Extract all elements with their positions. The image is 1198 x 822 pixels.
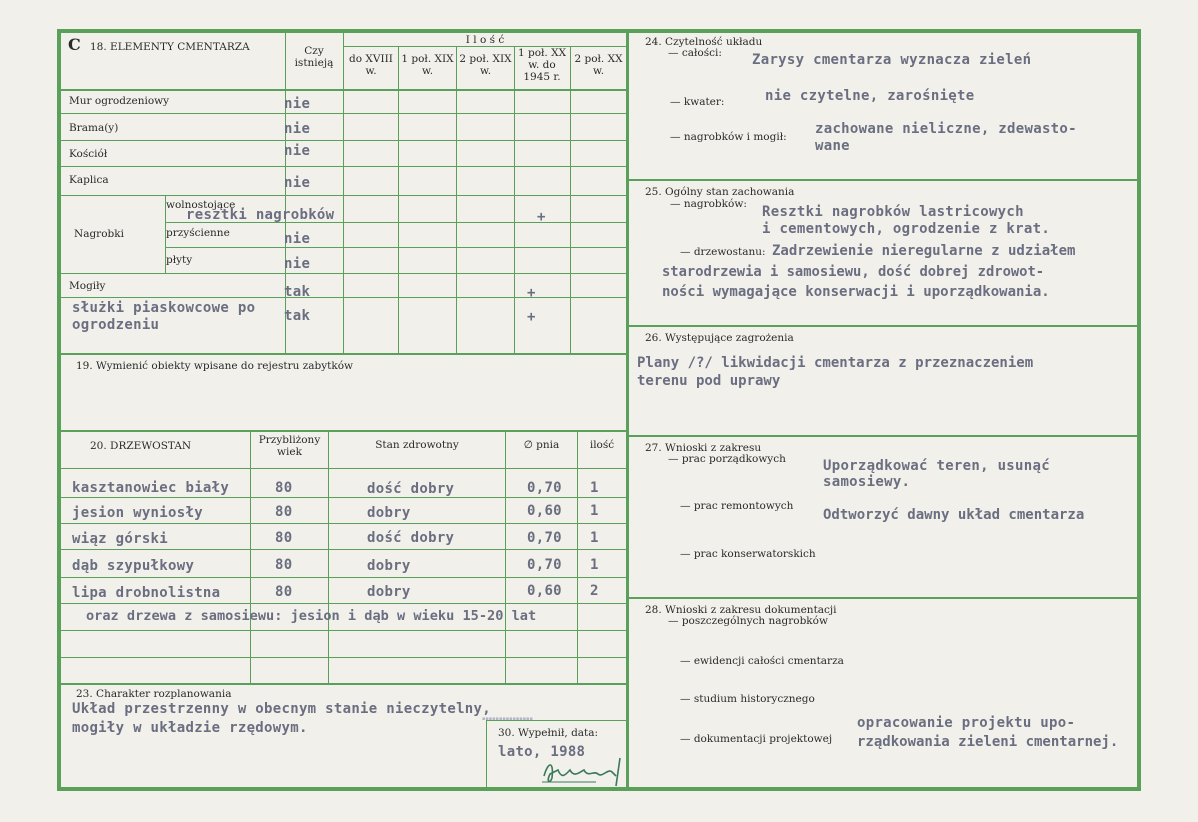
row-line [61,630,626,631]
s25-drzew3: ności wymagające konserwacji i uporządkowania. [662,284,1050,300]
s26-bottom-line [629,435,1137,437]
s24-kwater: nie czytelne, zarośnięte [765,88,975,104]
s30-title: 30. Wypełnił, data: [498,727,599,739]
s26-line1: Plany /?/ likwidacji cmentarza z przeznaczeniem [637,355,1034,371]
value-mur: nie [284,96,311,112]
s20-bottom-line [61,683,626,685]
s27-porz1: Uporządkować teren, usunąć [823,458,1050,474]
s25-drzew-label: — drzewostanu: [680,246,766,258]
s27-rem-label: — prac remontowych [680,500,794,512]
tree-qty: 1 [590,503,599,519]
row-label-kosciol: Kościół [69,148,108,160]
s24-bottom-line [629,179,1137,181]
s23-title: 23. Charakter rozplanowania [76,688,232,700]
col-header-0: do XVIII w. [349,53,393,77]
row-line [61,497,626,498]
s24-title: 24. Czytelność układu [645,36,763,48]
col-line [577,432,578,683]
s24-nagrobkow1: zachowane nieliczne, zdewasto- [815,121,1077,137]
form-border-right [1137,29,1141,791]
col-line [570,46,571,353]
tree-diam: 0,60 [527,503,562,519]
tree-age: 80 [275,530,293,546]
s25-bottom-line [629,325,1137,327]
col-header-2: 2 poł. XIX w. [459,53,512,77]
col-pnia-header: ∅ pnia [523,439,560,451]
s28-proj2: rządkowania zieleni cmentarnej. [857,734,1119,750]
s23-line1: Układ przestrzenny w obecnym stanie nieczytelny, [72,701,491,717]
col-wiek-header: Przybliżony wiek [258,434,321,458]
tree-age: 80 [275,480,293,496]
col-line [343,33,344,353]
s25-drzew2: starodrzewia i samosiewu, dość dobrej zdrowot- [662,264,1045,280]
tree-health: dobry [367,505,411,521]
s25-nagrobkow1: Resztki nagrobków lastricowych [762,204,1024,220]
tree-health: dość dobry [367,530,455,546]
s25-title: 25. Ogólny stan zachowania [645,186,795,198]
row-label-kaplica: Kaplica [69,174,109,186]
value-sluzki: tak [284,308,311,324]
s28-l4: — dokumentacji projektowej [680,733,833,745]
tree-age: 80 [275,504,293,520]
col-line [328,432,329,683]
s25-drzew1: Zadrzewienie nieregularne z udziałem [772,243,1076,259]
tree-diam: 0,70 [527,530,562,546]
s24-kwater-label: — kwater: [670,96,725,108]
s28-l1: — poszczególnych nagrobków [668,615,828,627]
row-line [165,247,626,248]
value-brama: nie [284,121,311,137]
s27-porz2: samosiewy. [823,474,911,490]
value-wolnostojace: resztki nagrobków [186,207,335,223]
row-line [61,657,626,658]
s20-note: oraz drzewa z samosiewu: jesion i dąb w wieku 15-20 lat [86,608,537,624]
tree-age: 80 [275,584,293,600]
tree-health: dobry [367,584,411,600]
value-kaplica: nie [284,175,311,191]
mark-sluzki: + [527,309,536,325]
tree-name: lipa drobnolistna [72,585,221,601]
row-label-mur: Mur ogrodzeniowy [69,95,170,107]
tree-age: 80 [275,557,293,573]
row-label-brama: Brama(y) [69,122,119,134]
mark-mogily: + [527,285,536,301]
s25-nagrobkow2: i cementowych, ogrodzenie z krat. [762,221,1051,237]
s27-title: 27. Wnioski z zakresu [645,442,762,454]
s28-title: 28. Wnioski z zakresu dokumentacji [645,604,837,616]
s25-nagrobkow-label: — nagrobków: [670,198,747,210]
s24-nagrobkow-label: — nagrobków i mogił: [670,131,787,143]
tree-qty: 1 [590,480,599,496]
s18-title: 18. ELEMENTY CMENTARZA [90,41,250,53]
tree-qty: 2 [590,583,599,599]
s28-l3: — studium historycznego [680,693,815,705]
s28-l2: — ewidencji całości cmentarza [680,655,844,667]
row-label-nagrobki: Nagrobki [74,228,124,240]
col-line [285,33,286,353]
section-letter: C [68,35,81,54]
row-label-wolnostojace: wolnostojące [166,199,236,211]
tree-name: kasztanowiec biały [72,480,230,496]
s20-title: 20. DRZEWOSTAN [90,440,192,452]
tree-qty: 1 [590,530,599,546]
row-label-plyty: płyty [166,254,193,266]
tree-name: dąb szypułkowy [72,558,195,574]
form-border-top [57,29,1141,33]
czy-istnieja-header: Czy istnieją [294,45,334,69]
tree-name: jesion wyniosły [72,505,203,521]
mark-wolnostojace: + [537,209,546,225]
form-border-left [57,29,61,791]
col-line [456,46,457,353]
s27-rem: Odtworzyć dawny układ cmentarza [823,507,1085,523]
ilosc-header: I l o ś ć [465,34,505,46]
row-line [61,468,626,469]
tree-health: dobry [367,558,411,574]
value-kosciol: nie [284,143,311,159]
tree-diam: 0,70 [527,557,562,573]
tree-health: dość dobry [367,481,455,497]
col-header-1: 1 poł. XIX w. [401,53,454,77]
s27-porz-label: — prac porządkowych [668,453,786,465]
s23-line2: mogiły w układzie rzędowym. [72,720,308,736]
tree-qty: 1 [590,557,599,573]
tree-diam: 0,60 [527,583,562,599]
s26-line2: terenu pod uprawy [637,373,781,389]
s26-title: 26. Występujące zagrożenia [645,332,794,344]
row-label-przyscienne: przyścienne [166,227,230,239]
row-label-mogily: Mogiły [69,280,106,292]
value-przyscienne: nie [284,231,311,247]
col-line [514,46,515,353]
col-line [505,432,506,683]
row-label-sluzki: służki piaskowcowe po ogrodzeniu [72,300,256,333]
row-line [61,523,626,524]
col-line [398,46,399,353]
signature-icon [536,752,628,788]
s18-bottom-line [61,353,626,355]
s24-calosci-label: — całości: [668,47,722,59]
value-mogily: tak [284,284,311,300]
s24-calosci: Zarysy cmentarza wyznacza zieleń [752,52,1032,68]
ilosc-line [343,46,626,47]
col-ilosc-header: ilość [589,439,615,451]
s30-date: lato, 1988 [498,744,586,760]
s27-kons-label: — prac konserwatorskich [680,548,816,560]
s27-bottom-line [629,597,1137,599]
row-line [61,603,626,604]
row-line [61,549,626,550]
value-plyty: nie [284,256,311,272]
s19-bottom-line [61,430,626,432]
s28-proj1: opracowanie projektu upo- [857,715,1076,731]
tree-name: wiąz górski [72,531,169,547]
row-line [61,577,626,578]
stamp-text: ▪▪▪▪▪▪▪▪▪▪▪▪▪▪▪ [482,716,533,722]
tree-diam: 0,70 [527,480,562,496]
s19-title: 19. Wymienić obiekty wpisane do rejestru zabytków [76,360,354,372]
col-stan-header: Stan zdrowotny [375,439,459,451]
column-divider [626,29,629,791]
col-line [250,432,251,683]
s30-left-line [486,720,487,787]
s24-nagrobkow2: wane [815,138,850,154]
col-header-3: 1 poł. XX w. do 1945 r. [517,47,567,83]
col-header-4: 2 poł. XX w. [574,53,623,77]
